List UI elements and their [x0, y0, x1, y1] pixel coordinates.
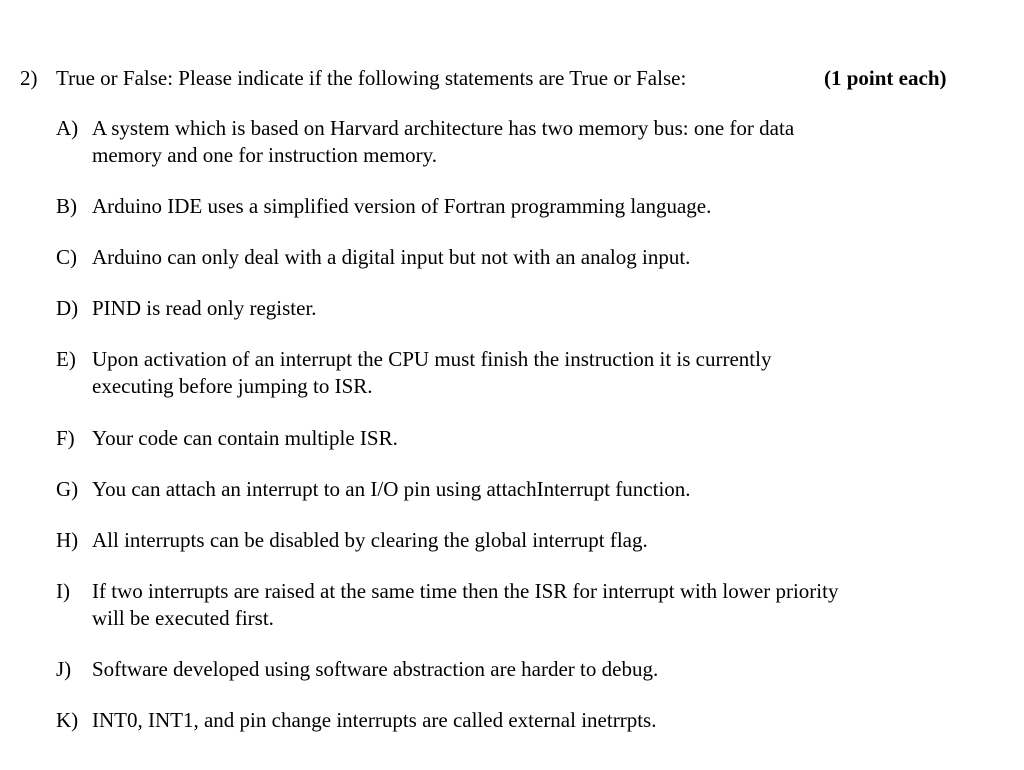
- statement-letter: H): [56, 528, 79, 552]
- statement-text-line1: You can attach an interrupt to an I/O pin using attachInterrupt function.: [92, 477, 691, 501]
- statement-d: [56, 295, 976, 322]
- statement-text-line1: All interrupts can be disabled by clearing the global interrupt flag.: [92, 528, 648, 552]
- statement-j: [56, 656, 976, 683]
- statement-text-line1: INT0, INT1, and pin change interrupts are called external inetrrpts.: [92, 708, 657, 732]
- statement-letter: I): [56, 579, 70, 603]
- statement-letter: D): [56, 296, 79, 320]
- statement-g: [56, 476, 976, 503]
- statement-letter: G): [56, 477, 79, 501]
- statement-text-line2: executing before jumping to ISR.: [92, 374, 373, 398]
- statement-e: [56, 346, 976, 400]
- statement-k: [56, 707, 976, 734]
- statement-h: [56, 527, 976, 554]
- statement-text-line2: memory and one for instruction memory.: [92, 143, 438, 167]
- statement-letter: J): [56, 657, 72, 681]
- statement-letter: F): [56, 426, 75, 450]
- statement-letter: C): [56, 245, 77, 269]
- statement-b: [56, 193, 976, 220]
- statement-text-line1: Your code can contain multiple ISR.: [92, 426, 398, 450]
- statement-letter: B): [56, 194, 77, 218]
- statement-f: [56, 425, 976, 452]
- statement-text-line1: PIND is read only register.: [92, 296, 317, 320]
- statement-text-line1: If two interrupts are raised at the same time then the ISR for interrupt with lower priority: [92, 579, 839, 603]
- question-points: (1 point each): [824, 66, 947, 90]
- question-prompt: True or False: Please indicate if the following statements are True or False:: [56, 66, 687, 90]
- question-header: [20, 64, 980, 92]
- statement-text-line1: Arduino can only deal with a digital input but not with an analog input.: [92, 245, 691, 269]
- statement-text-line1: Software developed using software abstraction are harder to debug.: [92, 657, 659, 681]
- question-number: 2): [20, 66, 38, 90]
- statement-text-line2: will be executed first.: [92, 606, 274, 630]
- statement-letter: A): [56, 116, 79, 140]
- statement-letter: E): [56, 347, 76, 371]
- statement-letter: K): [56, 708, 79, 732]
- statement-text-line1: A system which is based on Harvard architecture has two memory bus: one for data: [92, 116, 795, 140]
- statement-i: [56, 578, 976, 632]
- statement-text-line1: Upon activation of an interrupt the CPU must finish the instruction it is currently: [92, 347, 772, 371]
- statement-c: [56, 244, 976, 271]
- statement-text-line1: Arduino IDE uses a simplified version of Fortran programming language.: [92, 194, 712, 218]
- statement-a: [56, 115, 976, 169]
